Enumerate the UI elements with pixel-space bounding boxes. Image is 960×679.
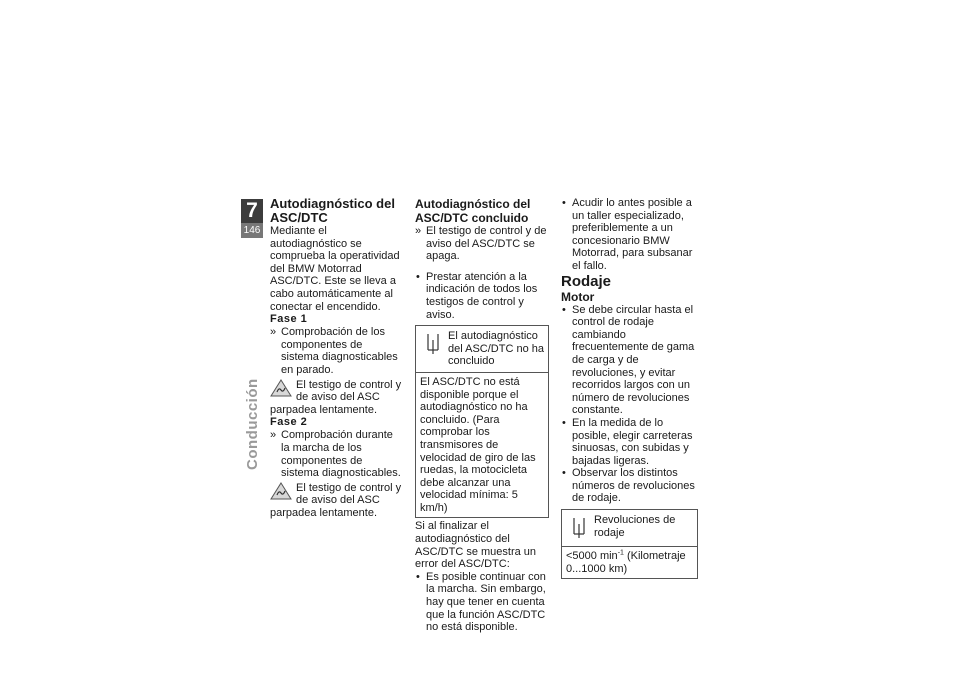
warning-note [270, 379, 402, 417]
technical-data-icon [424, 332, 442, 356]
list-item: » Comprobación de los componentes de sistema diagnosticables en parado. [270, 326, 402, 376]
list-item: • Prestar atención a la indicación de todos los testigos de control y aviso. [415, 271, 549, 321]
section-heading: Autodiagnóstico del ASC/DTC concluido [415, 197, 531, 225]
warning-triangle-icon [270, 482, 292, 500]
paragraph: Si al finalizar el autodiagnóstico del ASC/DTC se muestra un error del ASC/DTC: [415, 520, 537, 571]
section-heading: Rodaje [561, 272, 612, 290]
section-heading: Autodiagnóstico del ASC/DTC [270, 196, 395, 225]
phase-2-steps [270, 429, 402, 479]
info-box [415, 325, 549, 518]
mileage-range: (Kilometraje 0...1000 km) [566, 550, 686, 575]
page-number: 146 [241, 223, 263, 238]
rpm-unit-exponent: -1 [617, 549, 624, 557]
bullet-list [415, 271, 549, 321]
info-box-body [562, 546, 697, 578]
chapter-side-title: Conducción [244, 378, 261, 470]
list-item: • Observar los distintos números de revoluciones de rodaje. [561, 467, 698, 505]
list-item: » El testigo de control y de aviso del ASC/DTC se apaga. [415, 225, 549, 263]
column-1 [270, 197, 402, 519]
rpm-value: <5000 min [566, 550, 618, 563]
info-box-body: El ASC/DTC no está disponible porque el autodiagnóstico no ha concluido. (Para comprobar los transmisores de velocidad de giro de las ruedas, la motocicleta debe alcanzar una velocidad mínima: 5 km/h) [416, 372, 548, 518]
subsection-heading: Motor [561, 289, 595, 304]
intro-paragraph: Mediante el autodiagnóstico se comprueba la operatividad del BMW Motorrad ASC/DTC. Este se lleva a cabo automáticamente al conectar el encendido. [270, 225, 400, 313]
technical-data-icon [570, 516, 588, 540]
bullet-list [561, 197, 698, 273]
warning-text: El testigo de control y de aviso del ASC parpadea lentamente. [270, 481, 402, 519]
list-item: » Comprobación durante la marcha de los componentes de sistema diagnosticables. [270, 429, 402, 479]
phase-1-title: Fase 1 [270, 313, 308, 326]
bullet-list [561, 304, 698, 506]
info-box-header [562, 510, 697, 546]
info-box-title: El autodiagnóstico del ASC/DTC no ha concluido [448, 330, 544, 368]
list-item: • Acudir lo antes posible a un taller especializado, preferiblemente a un concesionario BMW Motorrad, para subsanar el fallo. [561, 197, 698, 273]
list-item: • Es posible continuar con la marcha. Sin embargo, hay que tener en cuenta que la función ASC/DTC no está disponible. [415, 571, 549, 634]
list-item: • En la medida de lo posible, elegir carreteras sinuosas, con subidas y bajadas ligeras. [561, 417, 698, 467]
bullet-list [415, 571, 549, 634]
column-2 [415, 197, 549, 634]
chapter-number: 7 [246, 199, 258, 222]
warning-note [270, 482, 402, 520]
column-3 [561, 197, 698, 579]
warning-triangle-icon [270, 379, 292, 397]
info-box-header [416, 326, 548, 372]
phase-2-title: Fase 2 [270, 416, 308, 429]
info-box [561, 509, 698, 579]
warning-text: El testigo de control y de aviso del ASC parpadea lentamente. [270, 378, 402, 416]
info-box-title: Revoluciones de rodaje [594, 514, 676, 539]
steps [415, 225, 549, 263]
phase-1-steps [270, 326, 402, 376]
list-item: • Se debe circular hasta el control de rodaje cambiando frecuentemente de gama de carga y de revoluciones, y evitar recorridos largos con un número de revoluciones constante. [561, 304, 698, 417]
